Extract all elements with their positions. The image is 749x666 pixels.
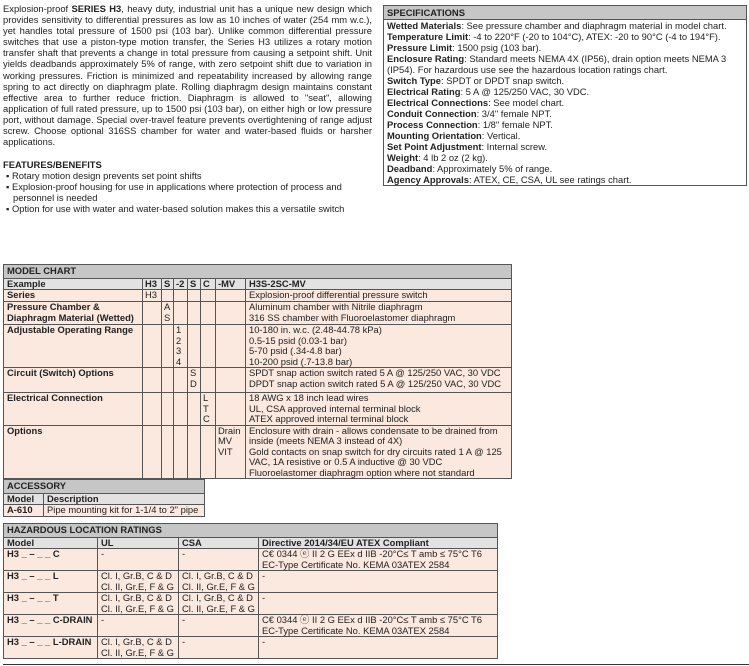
spec-item (384, 20, 746, 31)
ul-line: Cl. I, Gr.B, C & D (101, 570, 172, 581)
ul-line: Cl. II, Gr.E, F & G (101, 602, 174, 614)
hazardous-row (4, 571, 498, 593)
code-value: 1 (176, 324, 182, 335)
code-cell (162, 290, 174, 302)
code-cell (216, 290, 246, 302)
spec-item (384, 174, 746, 185)
feature-item: ▪ Option for use with water and water-based solution makes this a versatile switch (6, 203, 345, 214)
code-cell (174, 393, 188, 426)
atex-line: - (262, 570, 266, 581)
hazardous-ratings-table (3, 523, 498, 659)
code-value: 3 (176, 345, 182, 356)
row-label (4, 325, 143, 368)
atex-line: C€ 0344 ⓔ II 2 G EEx d IIB -20°C≤ T amb ≤ 75°C T6 (262, 614, 482, 625)
csa-line: Cl. I, Gr.B, C & D (182, 570, 253, 581)
ul-line: Cl. I, Gr.B, C & D (101, 592, 172, 603)
row-label (4, 393, 143, 426)
example-cell: Example (4, 278, 143, 290)
row-description (246, 368, 512, 393)
spec-item (384, 86, 746, 97)
code-value: 4 (176, 355, 182, 367)
accessory-cell: Pipe mounting kit for 1-1/4 to 2" pipe (44, 505, 205, 517)
features-title: FEATURES/BENEFITS (3, 159, 102, 170)
spec-key: Agency Approvals (387, 174, 469, 185)
model-chart-row (4, 290, 512, 302)
spec-item (384, 53, 746, 75)
model-chart-title: MODEL CHART (4, 265, 512, 279)
hazardous-csa (179, 637, 259, 659)
example-cell: S (162, 278, 174, 290)
code-cell (174, 302, 188, 325)
ul-line: Cl. I, Gr.B, C & D (101, 636, 172, 647)
row-description (246, 393, 512, 426)
hazardous-model: H3 _ – _ _ T (4, 593, 98, 615)
code-cell (188, 290, 201, 302)
code-cell (188, 393, 201, 426)
hazardous-model: H3 _ – _ _ C-DRAIN (4, 615, 98, 637)
hazardous-atex (259, 637, 498, 659)
description-line: Gold contacts on snap switch for dry circuits rated 1 A @ 125 (249, 445, 502, 457)
code-value: VIT (218, 445, 233, 457)
spec-value: : 5 A @ 125/250 VAC, 30 VDC. (460, 86, 590, 97)
code-cell (162, 325, 174, 368)
csa-line: Cl. I, Gr.B, C & D (182, 592, 253, 603)
model-chart-row (4, 425, 512, 479)
row-label (4, 368, 143, 393)
accessory-title-row (4, 480, 205, 494)
description-line: 10-180 in. w.c. (2.48-44.78 kPa) (249, 324, 382, 335)
spec-key: Electrical Rating (387, 86, 461, 97)
spec-value: : Approximately 5% of range. (432, 163, 553, 174)
code-cell (143, 302, 162, 325)
features-section (3, 159, 375, 214)
row-description (246, 325, 512, 368)
spec-item (384, 108, 746, 119)
code-cell (201, 425, 216, 479)
code-value: C (203, 413, 210, 424)
spec-key: Process Connection (387, 119, 478, 130)
hazardous-csa (179, 593, 259, 615)
spec-item (384, 152, 746, 163)
spec-value: : 4 lb 2 oz (2 kg). (418, 152, 488, 163)
spec-key: Mounting Orientation (387, 130, 482, 141)
atex-line: EC-Type Certificate No. KEMA 03ATEX 2584 (262, 624, 450, 636)
spec-key: Electrical Connections (387, 97, 489, 108)
code-value: Drain (218, 424, 241, 436)
accessory-header-row (4, 493, 205, 505)
spec-key: Set Point Adjustment (387, 141, 482, 152)
code-value: MV (218, 435, 233, 446)
csa-line: - (182, 548, 186, 559)
code-value: S (164, 311, 171, 323)
hazardous-title-row (4, 524, 498, 538)
hazardous-model: H3 _ – _ _ L (4, 571, 98, 593)
code-cell (143, 425, 162, 479)
feature-text: Option for use with water and water-based solution makes this a versatile switch (11, 203, 345, 214)
specifications-box (383, 5, 747, 186)
hazardous-ul (98, 549, 179, 571)
example-cell: S (188, 278, 201, 290)
model-chart-example-row (4, 278, 512, 290)
code-cell (216, 393, 246, 426)
hazardous-header-cell: CSA (179, 537, 259, 549)
spec-key: Pressure Limit (387, 42, 453, 53)
code-value: A (164, 301, 171, 312)
code-cell (216, 325, 246, 368)
code-cell (216, 425, 246, 479)
hazardous-ul (98, 571, 179, 593)
spec-value: : 1500 psig (103 bar). (452, 42, 542, 53)
csa-line: - (182, 614, 186, 625)
ul-line: Cl. II, Gr.E, F & G (101, 646, 174, 658)
row-label-line: Circuit (Switch) Options (7, 367, 114, 378)
hazardous-row (4, 637, 498, 659)
model-chart-table (3, 264, 512, 479)
spec-item (384, 75, 746, 86)
code-cell (201, 368, 216, 393)
spec-item (384, 97, 746, 108)
atex-line: C€ 0344 ⓔ II 2 G EEx d IIB -20°C≤ T amb ≤ 75°C T6 (262, 548, 482, 559)
accessory-header-cell: Model (4, 493, 44, 505)
bottom-divider (3, 664, 749, 665)
code-cell (174, 368, 188, 393)
row-description (246, 302, 512, 325)
code-cell (216, 368, 246, 393)
code-cell (216, 302, 246, 325)
description-line: 18 AWG x 18 inch lead wires (249, 392, 369, 403)
model-chart-row (4, 302, 512, 325)
accessory-header-cell: Description (44, 493, 205, 505)
row-label-line: Series (7, 289, 36, 300)
row-label-line: Diaphragm Material (Wetted) (7, 311, 134, 323)
spec-value: : ATEX, CE, CSA, UL see ratings chart. (468, 174, 632, 185)
code-value: 2 (176, 334, 182, 346)
description-line: Aluminum chamber with Nitrile diaphragm (249, 301, 423, 312)
spec-item (384, 130, 746, 141)
example-cell: H3 (143, 278, 162, 290)
spec-key: Switch Type (387, 75, 442, 86)
code-cell (162, 302, 174, 325)
code-cell (162, 368, 174, 393)
hazardous-row (4, 593, 498, 615)
description-line: DPDT snap action switch rated 5 A @ 125/250 VAC, 30 VDC (249, 377, 502, 389)
row-label (4, 302, 143, 325)
hazardous-header-cell: Directive 2014/34/EU ATEX Compliant (259, 537, 498, 549)
row-label (4, 425, 143, 479)
hazardous-ul (98, 615, 179, 637)
example-cell: C (201, 278, 216, 290)
spec-item (384, 119, 746, 130)
row-label-line: Adjustable Operating Range (7, 324, 134, 335)
description-line: Enclosure with drain - allows condensate to be drained from (249, 424, 498, 436)
row-label-line: Options (7, 424, 43, 436)
spec-value: : Vertical. (481, 130, 521, 141)
code-cell (188, 368, 201, 393)
csa-line: Cl. II, Gr.E, F & G (182, 580, 255, 592)
code-value: T (203, 402, 209, 414)
hazardous-csa (179, 615, 259, 637)
code-cell (201, 393, 216, 426)
hazardous-model: H3 _ – _ _ L-DRAIN (4, 637, 98, 659)
hazardous-ul (98, 637, 179, 659)
hazardous-csa (179, 571, 259, 593)
model-chart-title-row (4, 265, 512, 279)
hazardous-atex (259, 571, 498, 593)
intro-pre: Explosion-proof (3, 3, 72, 14)
description-line: 10-200 psid (.7-13.8 bar) (249, 355, 353, 367)
hazardous-model: H3 _ – _ _ C (4, 549, 98, 571)
model-chart-row (4, 368, 512, 393)
code-value: S (190, 367, 197, 378)
row-description (246, 425, 512, 479)
code-cell (143, 368, 162, 393)
hazardous-atex (259, 549, 498, 571)
code-cell (188, 425, 201, 479)
spec-value: : See pressure chamber and diaphragm material in model chart. (461, 20, 727, 31)
code-cell (201, 302, 216, 325)
code-cell (162, 393, 174, 426)
example-cell: H3S-2SC-MV (246, 278, 512, 290)
csa-line: - (182, 636, 186, 647)
hazardous-atex (259, 615, 498, 637)
code-cell (188, 302, 201, 325)
hazardous-title: HAZARDOUS LOCATION RATINGS (4, 524, 498, 538)
csa-line: Cl. II, Gr.E, F & G (182, 602, 255, 614)
spec-value: : See model chart. (488, 97, 565, 108)
spec-key: Temperature Limit (387, 31, 469, 42)
spec-item (384, 163, 746, 174)
example-cell: -MV (216, 278, 246, 290)
code-value: L (203, 392, 209, 403)
spec-value: : Internal screw. (481, 141, 548, 152)
spec-key: Enclosure Rating (387, 53, 465, 64)
description-line: VAC, 1A resistive or 0.5 A inductive @ 30 VDC (249, 456, 443, 467)
example-cell: -2 (174, 278, 188, 290)
accessory-cell: A-610 (4, 505, 44, 517)
spec-item (384, 31, 746, 42)
spec-key: Conduit Connection (387, 108, 477, 119)
code-cell (174, 425, 188, 479)
atex-line: - (262, 592, 266, 603)
hazardous-row (4, 615, 498, 637)
atex-line: EC-Type Certificate No. KEMA 03ATEX 2584 (262, 558, 450, 570)
spec-item (384, 42, 746, 53)
code-value: H3 (145, 289, 157, 300)
code-value: D (190, 377, 197, 389)
ul-line: - (101, 614, 105, 625)
description-line: inside (meets NEMA 3 instead of 4X) (249, 435, 403, 446)
intro-series-name: SERIES H3 (71, 3, 122, 14)
spec-value: : 3/4" female NPT. (476, 108, 552, 119)
description-line: UL, CSA approved internal terminal block (249, 402, 421, 414)
description-line: SPDT snap action switch rated 5 A @ 125/250 VAC, 30 VDC (249, 367, 501, 378)
code-cell (143, 325, 162, 368)
feature-item: ▪ Rotary motion design prevents set point shifts (6, 170, 202, 181)
code-cell (162, 425, 174, 479)
description-line: ATEX approved internal terminal block (249, 413, 409, 424)
feature-item: ▪ Explosion-proof housing for use in applications where protection of process and personnel is needed (6, 181, 342, 203)
feature-text: Explosion-proof housing for use in applications where protection of process and personnel is needed (11, 181, 342, 203)
spec-value: : Standard meets NEMA 4X (IP56), drain option meets NEMA 3 (IP54). For hazardous use see the hazardous location ratings chart. (387, 53, 727, 75)
ul-line: - (101, 548, 105, 559)
code-cell (174, 290, 188, 302)
intro-text: , heavy duty, industrial unit has a unique new design which provides sensitivity to differential pressures as low as 10 inches of water (254 mm w.c.), yet handles total pressure of 1500 psi (103 bar). Unlike common differential pressure switches that use a piston-type motion transfer, the Series H3 utilizes a rotary motion transfer shaft that prevents a change in total pressure from causing a setpoint shift. Unit yields deadbands approximately 5% of range, with zero setpoint shift due to variation in working pressures. Friction is minimized and repeatability increased by allowing range spring to act directly on diaphragm plate. Rolling diaphragm design maintains constant effective area to further reduce friction. Diaphragm is allowed to "seat", allowing application of full rated pressure, up to 1500 psi (103 bar), on either high or low pressure port, without damage. Special over-travel feature prevents overtightening of range adjust screw. Choose optional 316SS chamber for water and water-based fluids or harsher applications. (3, 3, 372, 148)
atex-line: - (262, 636, 266, 647)
spec-key: Weight (387, 152, 419, 163)
code-cell (143, 393, 162, 426)
model-chart-row (4, 393, 512, 426)
row-label-line: Pressure Chamber & (7, 301, 100, 312)
description-line: 316 SS chamber with Fluoroelastomer diaphragm (249, 311, 456, 323)
hazardous-header-cell: Model (4, 537, 98, 549)
model-chart-row (4, 325, 512, 368)
feature-text: Rotary motion design prevents set point shifts (11, 170, 202, 181)
specifications-title: SPECIFICATIONS (384, 6, 746, 20)
description-line: Explosion-proof differential pressure switch (249, 289, 428, 300)
code-cell (143, 290, 162, 302)
accessory-row (4, 505, 205, 517)
description-line: 5-70 psid (.34-4.8 bar) (249, 345, 342, 356)
hazardous-header-cell: UL (98, 537, 179, 549)
code-cell (201, 290, 216, 302)
code-cell (174, 325, 188, 368)
ul-line: Cl. II, Gr.E, F & G (101, 580, 174, 592)
spec-value: : SPDT or DPDT snap switch. (441, 75, 565, 86)
accessory-table (3, 479, 205, 517)
spec-value: : -4 to 220°F (-20 to 104°C), ATEX: -20 to 90°C (-4 to 194°F). (468, 31, 721, 42)
code-cell (188, 325, 201, 368)
hazardous-ul (98, 593, 179, 615)
description-line: Fluoroelastomer diaphragm option where not standard (249, 466, 475, 478)
description-line: 0.5-15 psid (0.03-1 bar) (249, 334, 347, 346)
accessory-title: ACCESSORY (4, 480, 205, 494)
spec-item (384, 141, 746, 152)
hazardous-header-row (4, 537, 498, 549)
code-cell (201, 325, 216, 368)
row-description (246, 290, 512, 302)
hazardous-row (4, 549, 498, 571)
row-label (4, 290, 143, 302)
spec-key: Wetted Materials (387, 20, 462, 31)
hazardous-csa (179, 549, 259, 571)
intro-paragraph (3, 3, 372, 147)
spec-key: Deadband (387, 163, 433, 174)
row-label-line: Electrical Connection (7, 392, 103, 403)
hazardous-atex (259, 593, 498, 615)
spec-value: : 1/8" female NPT. (477, 119, 553, 130)
